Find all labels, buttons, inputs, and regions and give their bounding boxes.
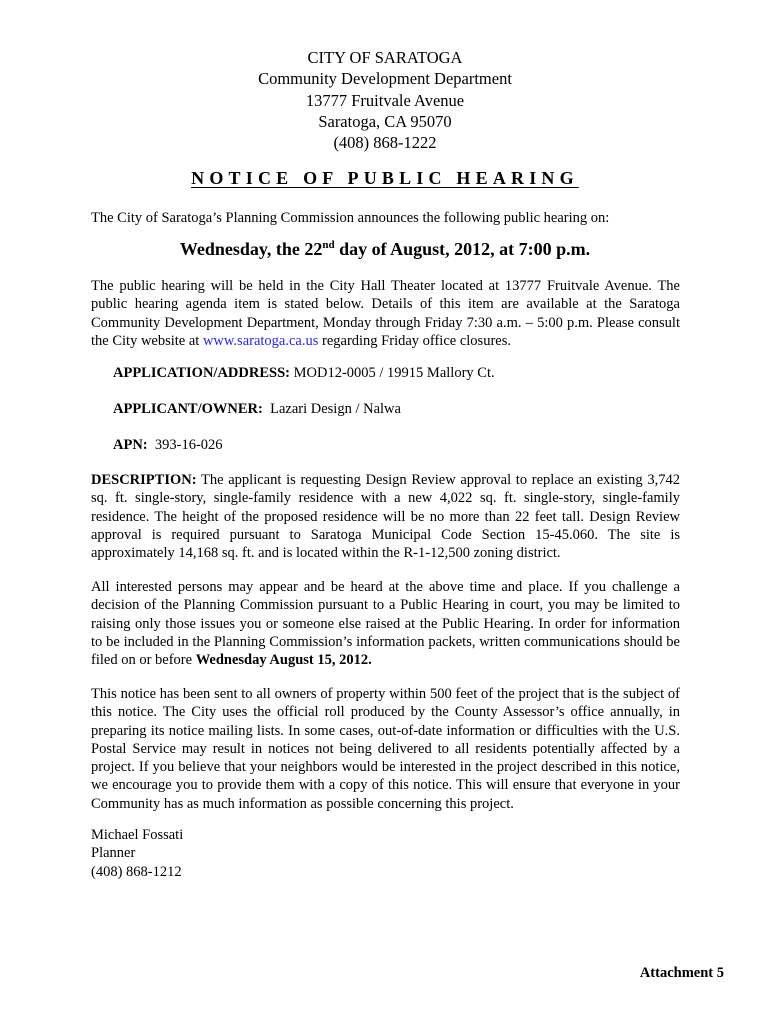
department-name: Community Development Department bbox=[258, 69, 512, 89]
signer-title: Planner bbox=[91, 845, 136, 862]
hearing-date-end: day of August, 2012, at 7:00 p.m. bbox=[334, 239, 591, 259]
city-name: CITY OF SARATOGA bbox=[307, 48, 463, 67]
city-website-link[interactable]: www.saratoga.ca.us bbox=[202, 332, 319, 349]
location-text-end: regarding Friday office closures. bbox=[318, 332, 511, 349]
signer-name: Michael Fossati bbox=[91, 827, 184, 843]
signature-block bbox=[91, 826, 183, 881]
apn-value: 393-16-026 bbox=[147, 437, 223, 453]
apn-field bbox=[113, 436, 223, 454]
notice-title-row bbox=[0, 168, 770, 189]
application-value: MOD12-0005 / 19915 Mallory Ct. bbox=[289, 365, 495, 381]
description-label: DESCRIPTION: bbox=[91, 472, 197, 488]
hearing-date bbox=[0, 239, 770, 260]
apn-label: APN: bbox=[113, 437, 148, 453]
location-paragraph bbox=[91, 277, 680, 350]
applicant-field bbox=[113, 400, 401, 418]
notice-title: NOTICE OF PUBLIC HEARING bbox=[191, 168, 579, 188]
street-address: 13777 Fruitvale Avenue bbox=[305, 90, 465, 110]
intro-text: The City of Saratoga’s Planning Commission announces the following public hearing on: bbox=[91, 210, 610, 226]
hearing-date-start: Wednesday, the 22 bbox=[179, 239, 323, 259]
applicant-label: APPLICANT/OWNER: bbox=[113, 401, 263, 417]
description-paragraph bbox=[91, 471, 680, 562]
hearing-date-ordinal: nd bbox=[322, 239, 335, 251]
interested-persons-paragraph bbox=[91, 578, 680, 669]
attachment-label: Attachment 5 bbox=[639, 965, 724, 981]
application-field bbox=[113, 364, 495, 382]
department-phone: (408) 868-1222 bbox=[333, 133, 437, 153]
interested-text: All interested persons may appear and be heard at the above time and place. If you challenge a decision of the Planning Commission pursuant to a Public Hearing in court, you may be limited to raising only those issues you or someone else raised at the Public Hearing. In order for information to be included in the Planning Commission’s information packets, written communications should be filed on or before bbox=[91, 579, 680, 669]
notice-paragraph: This notice has been sent to all owners of property within 500 feet of the project that is the subject of this notice. The City uses the official roll produced by the County Assessor’s office annually, in preparing its notice mailing lists. In some cases, out-of-date information or difficulties with the U.S. Postal Service may result in notices not being delivered to all residents potentially affected by a project. If you believe that your neighbors would be interested in the project described in this notice, we encourage you to provide them with a copy of this notice. This will ensure that everyone in your Community has as much information as possible concerning this project. bbox=[91, 686, 680, 812]
application-label: APPLICATION/ADDRESS: bbox=[113, 365, 290, 381]
signer-phone: (408) 868-1212 bbox=[91, 863, 182, 880]
letterhead bbox=[0, 47, 770, 153]
location-text: The public hearing will be held in the City Hall Theater located at 13777 Fruitvale Avenue. The public hearing agenda item is stated below. Details of this item are available at the Saratoga Community Development Department, Monday through Friday 7:30 a.m. – 5:00 p.m. Please consult the City website at bbox=[91, 278, 680, 349]
applicant-value: Lazari Design / Nalwa bbox=[262, 401, 401, 417]
filing-deadline: Wednesday August 15, 2012. bbox=[195, 652, 372, 669]
description-text: The applicant is requesting Design Review approval to replace an existing 3,742 sq. ft. single-story, single-family residence with a new 4,022 sq. ft. single-story, single-family residence. The height of the proposed residence will be no more than 22 feet tall. Design Review approval is required pursuant to Saratoga Municipal Code Section 15-45.060. The site is approximately 14,168 sq. ft. and is located within the R-1-12,500 zoning district. bbox=[91, 472, 680, 562]
city-state-zip: Saratoga, CA 95070 bbox=[318, 111, 452, 131]
